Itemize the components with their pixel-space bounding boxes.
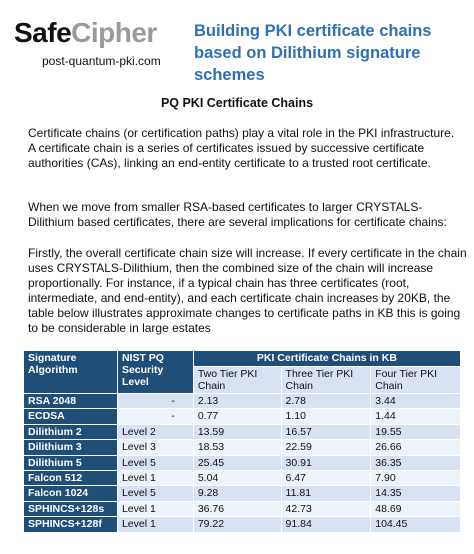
table-row xyxy=(24,486,461,501)
cell-four-tier: 14.35 xyxy=(371,486,461,501)
cell-algorithm: Falcon 512 xyxy=(24,470,118,485)
cell-algorithm: RSA 2048 xyxy=(24,394,118,409)
table-row xyxy=(24,517,461,532)
logo-cipher: Cipher xyxy=(71,17,157,48)
header-nist-level: NIST PQ Security Level xyxy=(117,351,193,394)
cell-four-tier: 7.90 xyxy=(371,470,461,485)
cell-algorithm: SPHINCS+128f xyxy=(24,517,118,532)
cell-two-tier: 5.04 xyxy=(193,470,281,485)
table-row xyxy=(24,394,461,409)
cell-three-tier: 1.10 xyxy=(281,409,371,424)
cell-level: - xyxy=(117,394,193,409)
table-row xyxy=(24,455,461,470)
header-signature-algorithm: Signature Algorithm xyxy=(24,351,118,394)
cell-three-tier: 42.73 xyxy=(281,501,371,516)
intro-paragraph-line2: A certificate chain is a series of certificates issued by successive certificate authorities (CAs), linking an end-entity certificate to a trusted root certificate. xyxy=(28,141,431,170)
intro-paragraph-line1: Certificate chains (or certification paths) play a vital role in the PKI infrastructure. xyxy=(28,126,455,140)
implications-paragraph: When we move from smaller RSA-based certificates to larger CRYSTALS-Dilithium based certificates, there are several implications for certificate chains: xyxy=(28,200,447,229)
logo-safe: Safe xyxy=(14,17,72,48)
header-chain-group: PKI Certificate Chains in KB xyxy=(193,351,460,367)
cell-algorithm: Dilithium 2 xyxy=(24,424,118,439)
cell-algorithm: Dilithium 3 xyxy=(24,440,118,455)
cell-algorithm: Dilithium 5 xyxy=(24,455,118,470)
cell-two-tier: 0.77 xyxy=(193,409,281,424)
cell-two-tier: 36.76 xyxy=(193,501,281,516)
cell-two-tier: 25.45 xyxy=(193,455,281,470)
safecipher-logo xyxy=(14,18,157,48)
certificate-chain-table xyxy=(23,350,461,533)
cell-two-tier: 79.22 xyxy=(193,517,281,532)
cell-level: - xyxy=(117,409,193,424)
cell-algorithm: Falcon 1024 xyxy=(24,486,118,501)
cell-two-tier: 9.28 xyxy=(193,486,281,501)
header-two-tier: Two Tier PKI Chain xyxy=(193,367,281,394)
cell-level: Level 1 xyxy=(117,470,193,485)
cell-algorithm: ECDSA xyxy=(24,409,118,424)
headline: Building PKI certificate chains based on Dilithium signature schemes xyxy=(194,22,432,84)
cell-four-tier: 26.66 xyxy=(371,440,461,455)
cell-level: Level 5 xyxy=(117,486,193,501)
table-row xyxy=(24,501,461,516)
cell-three-tier: 6.47 xyxy=(281,470,371,485)
cell-two-tier: 2.13 xyxy=(193,394,281,409)
cell-three-tier: 2.78 xyxy=(281,394,371,409)
table-row xyxy=(24,440,461,455)
logo-url: post-quantum-pki.com xyxy=(42,54,161,68)
size-paragraph: Firstly, the overall certificate chain size will increase. If every certificate in the chain uses CRYSTALS-Dilithium, then the combined size of the chain will increase proportionally. For instance, if a typical chain has three certificates (root, intermediate, and end-entity), and each certificate chain increases by 20KB, the table below illustrates approximate changes to certificate paths in KB this is going to be considerable in large estates xyxy=(28,246,467,335)
cell-three-tier: 16.57 xyxy=(281,424,371,439)
cell-two-tier: 13.59 xyxy=(193,424,281,439)
document-title: PQ PKI Certificate Chains xyxy=(160,96,314,110)
cell-three-tier: 30.91 xyxy=(281,455,371,470)
cell-three-tier: 22.59 xyxy=(281,440,371,455)
cell-four-tier: 3.44 xyxy=(371,394,461,409)
cell-four-tier: 19.55 xyxy=(371,424,461,439)
cell-level: Level 2 xyxy=(117,424,193,439)
cell-three-tier: 11.81 xyxy=(281,486,371,501)
cell-four-tier: 48.69 xyxy=(371,501,461,516)
table-row xyxy=(24,424,461,439)
cell-level: Level 1 xyxy=(117,501,193,516)
cell-four-tier: 36.35 xyxy=(371,455,461,470)
table-row xyxy=(24,470,461,485)
header-four-tier: Four Tier PKI Chain xyxy=(371,367,461,394)
cell-level: Level 5 xyxy=(117,455,193,470)
cell-level: Level 3 xyxy=(117,440,193,455)
cell-algorithm: SPHINCS+128s xyxy=(24,501,118,516)
cell-four-tier: 1.44 xyxy=(371,409,461,424)
intro-paragraph xyxy=(28,126,468,171)
header-three-tier: Three Tier PKI Chain xyxy=(281,367,371,394)
cell-three-tier: 91.84 xyxy=(281,517,371,532)
cell-level: Level 1 xyxy=(117,517,193,532)
table-row xyxy=(24,409,461,424)
cell-four-tier: 104.45 xyxy=(371,517,461,532)
cell-two-tier: 18.53 xyxy=(193,440,281,455)
